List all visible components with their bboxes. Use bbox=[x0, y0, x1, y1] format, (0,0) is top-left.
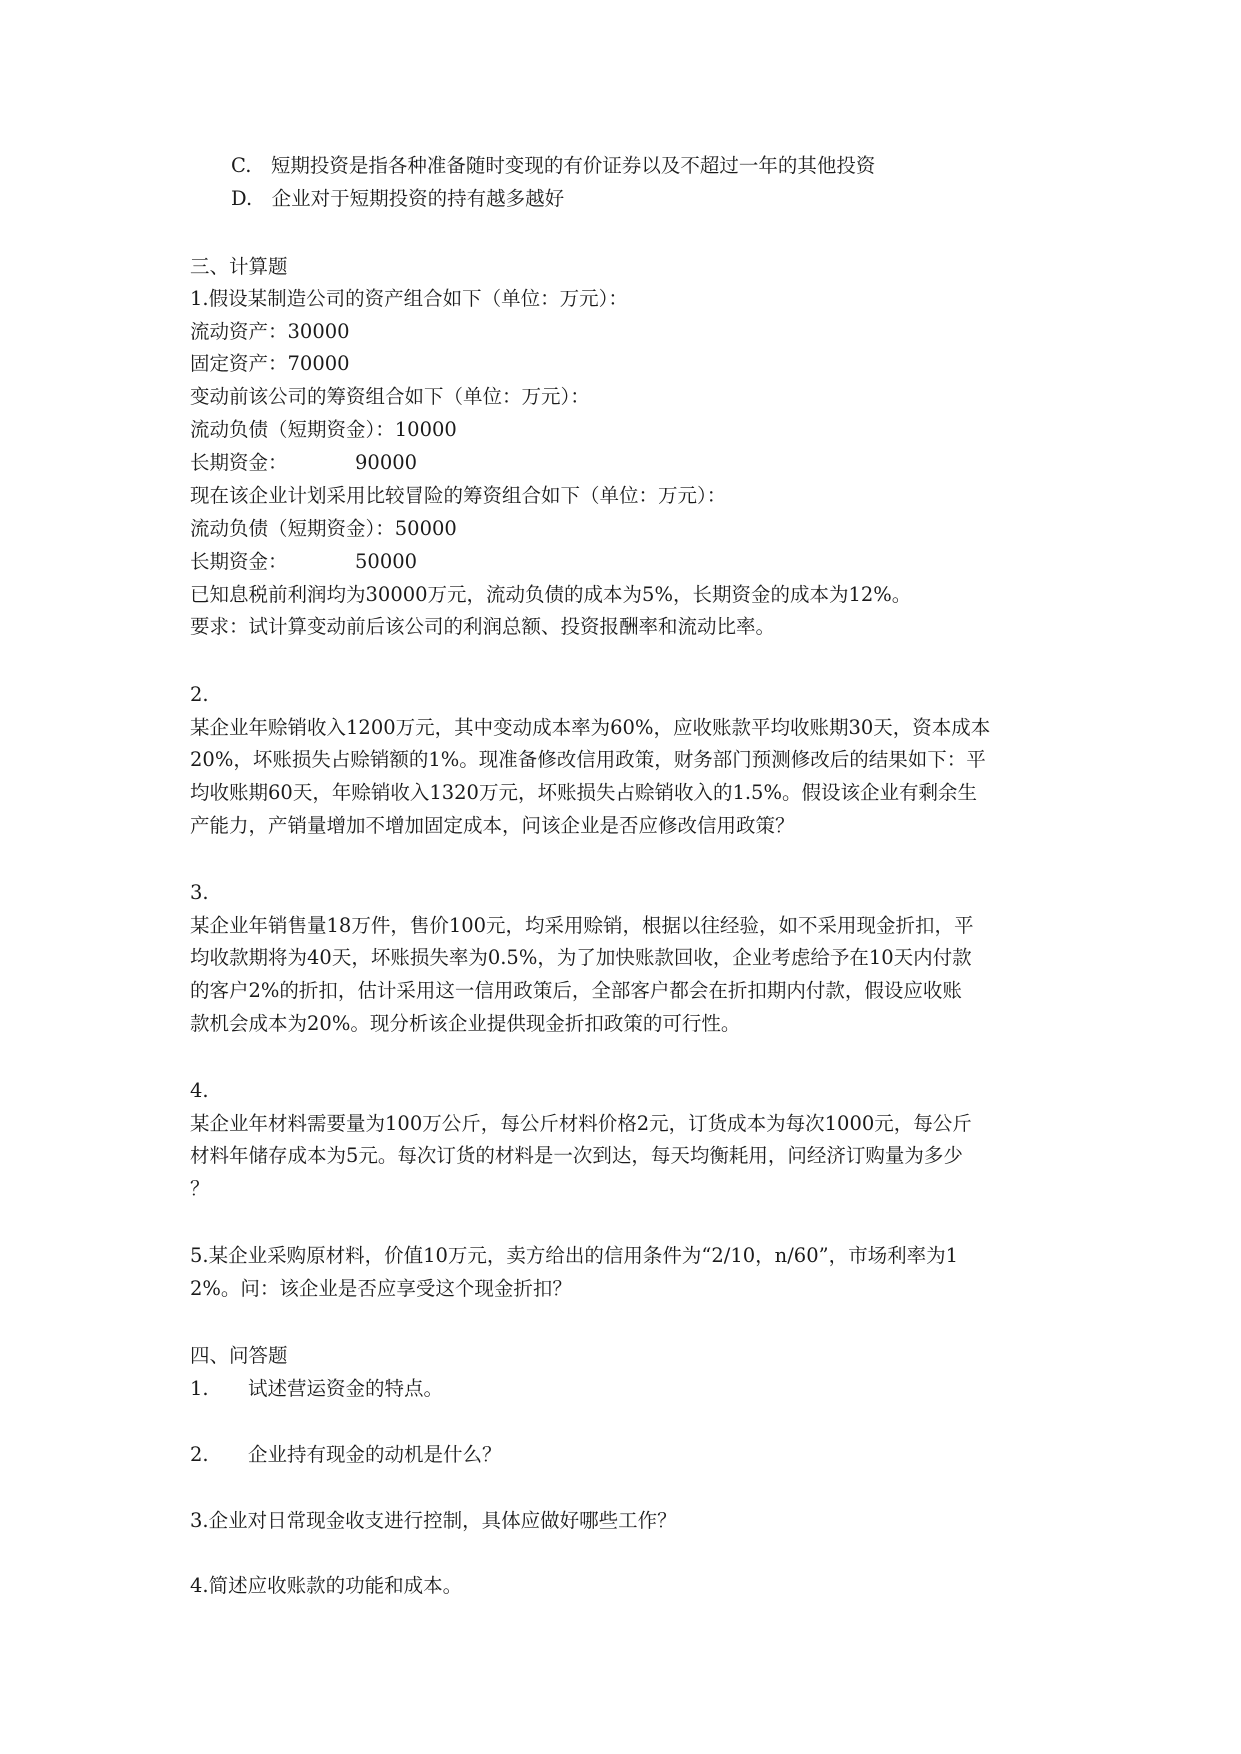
option-d: D. 企业对于短期投资的持有越多越好 bbox=[231, 187, 565, 210]
q2-line-1: 某企业年赊销收入1200万元，其中变动成本率为60%，应收账款平均收账期30天，资本成本 bbox=[190, 716, 991, 739]
section-heading-calculation: 三、计算题 bbox=[190, 255, 288, 278]
q2-line-2: 20%，坏账损失占赊销额的1%。现准备修改信用政策，财务部门预测修改后的结果如下：平 bbox=[190, 748, 986, 771]
q1-after-current-liabilities: 流动负债（短期资金）：50000 bbox=[190, 517, 457, 540]
q4-number: 4. bbox=[190, 1079, 209, 1102]
q3-line-4: 款机会成本为20%。现分析该企业提供现金折扣政策的可行性。 bbox=[190, 1012, 741, 1035]
qa-item-1-text: 试述营运资金的特点。 bbox=[248, 1377, 444, 1400]
qa-item-2-text: 企业持有现金的动机是什么？ bbox=[248, 1443, 502, 1466]
section-heading-qa: 四、问答题 bbox=[190, 1344, 288, 1367]
q3-number: 3. bbox=[190, 881, 209, 904]
q4-line-1: 某企业年材料需要量为100万公斤，每公斤材料价格2元，订货成本为每次1000元，每公斤 bbox=[190, 1112, 972, 1135]
q1-before-long-label: 长期资金： bbox=[190, 451, 288, 474]
qa-item-3: 3.企业对日常现金收支进行控制，具体应做好哪些工作？ bbox=[190, 1509, 677, 1532]
qa-item-1 bbox=[190, 1377, 443, 1401]
q1-requirement: 要求：试计算变动前后该公司的利润总额、投资报酬率和流动比率。 bbox=[190, 615, 776, 638]
q1-known-conditions: 已知息税前利润均为30000万元，流动负债的成本为5%，长期资金的成本为12%。 bbox=[190, 583, 912, 606]
q1-before-intro: 变动前该公司的筹资组合如下（单位：万元）： bbox=[190, 385, 590, 408]
q1-after-long-term-funds bbox=[190, 550, 417, 574]
q2-line-4: 产能力，产销量增加不增加固定成本，问该企业是否应修改信用政策？ bbox=[190, 814, 795, 837]
q2-line-3: 均收账期60天，年赊销收入1320万元，坏账损失占赊销收入的1.5%。假设该企业有剩余生 bbox=[190, 781, 977, 804]
q1-intro: 1.假设某制造公司的资产组合如下（单位：万元）： bbox=[190, 287, 628, 310]
qa-item-1-number: 1. bbox=[190, 1377, 209, 1400]
q3-line-1: 某企业年销售量18万件，售价100元，均采用赊销，根据以往经验，如不采用现金折扣，平 bbox=[190, 914, 974, 937]
option-c: C. 短期投资是指各种准备随时变现的有价证券以及不超过一年的其他投资 bbox=[231, 154, 876, 177]
q1-fixed-assets: 固定资产：70000 bbox=[190, 352, 350, 375]
q1-before-long-term-funds bbox=[190, 451, 417, 475]
q1-current-assets: 流动资产：30000 bbox=[190, 320, 350, 343]
qa-item-2-number: 2. bbox=[190, 1443, 209, 1466]
q4-line-3: ？ bbox=[190, 1177, 210, 1200]
q4-line-2: 材料年储存成本为5元。每次订货的材料是一次到达，每天均衡耗用，问经济订购量为多少 bbox=[190, 1144, 963, 1167]
q1-before-long-value: 90000 bbox=[355, 451, 418, 474]
qa-item-4: 4.简述应收账款的功能和成本。 bbox=[190, 1574, 463, 1597]
q1-before-current-liabilities: 流动负债（短期资金）：10000 bbox=[190, 418, 457, 441]
q2-number: 2. bbox=[190, 683, 209, 706]
q1-after-intro: 现在该企业计划采用比较冒险的筹资组合如下（单位：万元）： bbox=[190, 484, 727, 507]
qa-item-2 bbox=[190, 1443, 502, 1467]
q3-line-3: 的客户2%的折扣，估计采用这一信用政策后，全部客户都会在折扣期内付款，假设应收账 bbox=[190, 979, 962, 1002]
q5-line-1: 5.某企业采购原材料，价值10万元，卖方给出的信用条件为“2/10，n/60”，市场利率为1 bbox=[190, 1244, 958, 1267]
q1-after-long-label: 长期资金： bbox=[190, 550, 288, 573]
q1-after-long-value: 50000 bbox=[355, 550, 418, 573]
q3-line-2: 均收款期将为40天，坏账损失率为0.5%，为了加快账款回收，企业考虑给予在10天内付款 bbox=[190, 946, 972, 969]
q5-line-2: 2%。问：该企业是否应享受这个现金折扣？ bbox=[190, 1277, 572, 1300]
